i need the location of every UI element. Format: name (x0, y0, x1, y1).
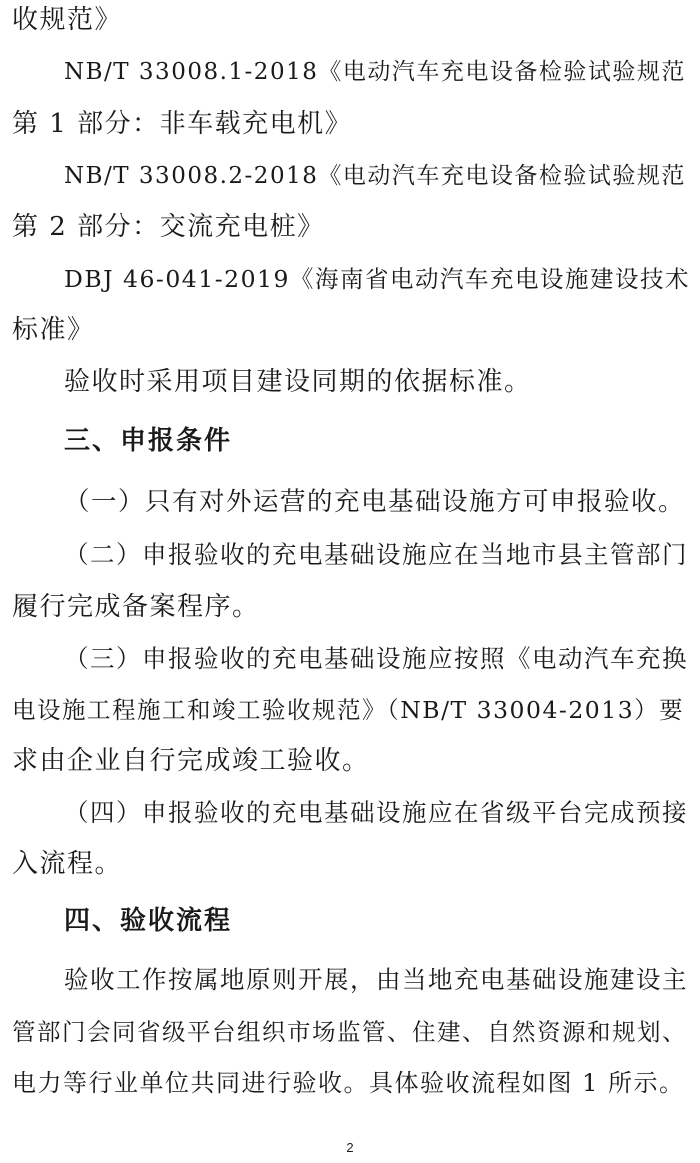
text-line: 入流程。 (12, 849, 123, 879)
text-line: （三）申报验收的充电基础设施应按照《电动汽车充换 (64, 644, 688, 673)
text-line: NB/T 33008.2-2018《电动汽车充电设备检验试验规范 (64, 163, 686, 189)
section-heading: 四、验收流程 (64, 906, 233, 936)
page-number: 2 (346, 1140, 354, 1155)
text-line: （一）只有对外运营的充电基础设施方可申报验收。 (64, 487, 686, 517)
text-line: 收规范》 (12, 5, 123, 35)
text-line: （四）申报验收的充电基础设施应在省级平台完成预接 (64, 798, 688, 827)
text-line: 验收时采用项目建设同期的依据标准。 (64, 367, 532, 397)
section-heading: 三、申报条件 (64, 426, 233, 456)
text-line: 标准》 (12, 315, 95, 345)
text-line: 管部门会同省级平台组织市场监管、住建、自然资源和规划、 (12, 1018, 687, 1046)
text-line: 履行完成备案程序。 (12, 592, 260, 622)
text-line: 验收工作按属地原则开展，由当地充电基础设施建设主 (64, 965, 688, 994)
text-line: 求由企业自行完成竣工验收。 (12, 746, 370, 776)
text-line: 电力等行业单位共同进行验收。具体验收流程如图 1 所示。 (12, 1069, 685, 1097)
text-line: DBJ 46-041-2019《海南省电动汽车充电设施建设技术 (64, 265, 690, 293)
text-line: 电设施工程施工和竣工验收规范》（NB/T 33004-2013）要 (12, 696, 685, 724)
text-line: （二）申报验收的充电基础设施应在当地市县主管部门 (64, 540, 688, 569)
text-line: 第 1 部分：非车载充电机》 (12, 109, 353, 139)
text-line: NB/T 33008.1-2018《电动汽车充电设备检验试验规范 (64, 59, 686, 85)
text-line: 第 2 部分：交流充电桩》 (12, 212, 325, 242)
